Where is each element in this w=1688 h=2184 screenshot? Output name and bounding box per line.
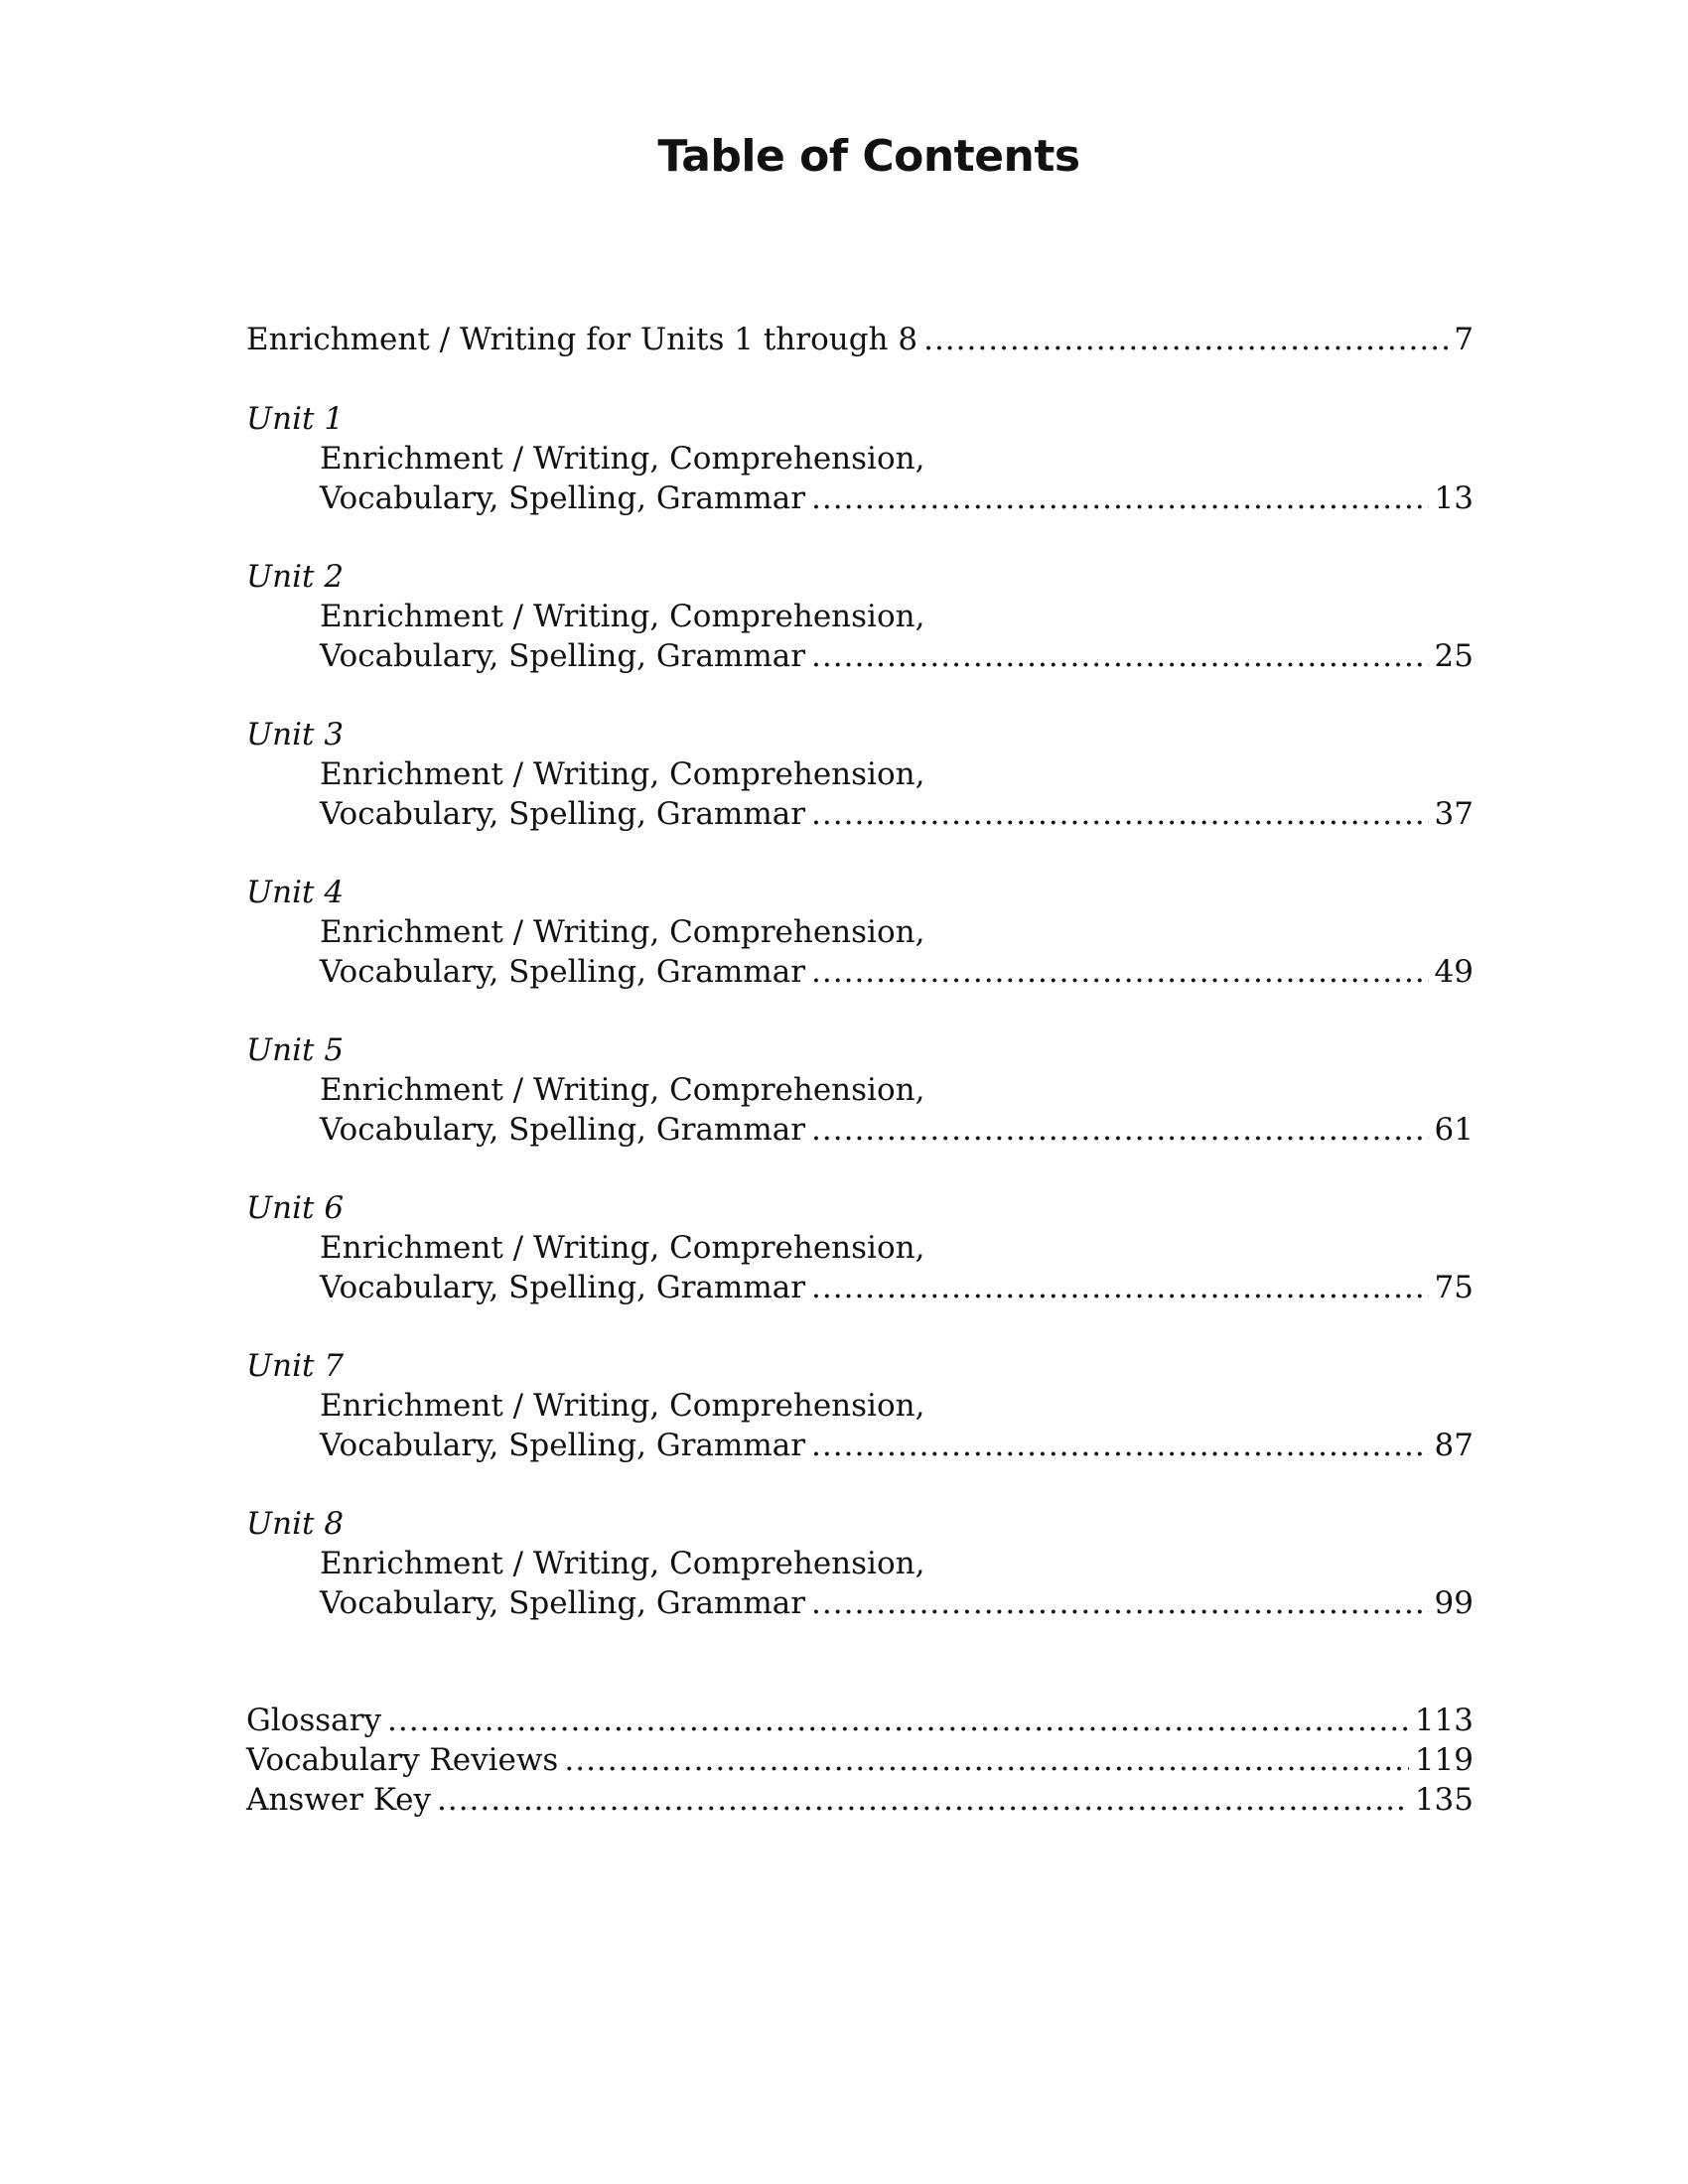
toc-unit-4 xyxy=(246,873,1474,992)
unit-topics-line2: Vocabulary, Spelling, Grammar xyxy=(320,1585,806,1621)
unit-topics-line2: Vocabulary, Spelling, Grammar xyxy=(320,796,806,832)
unit-topics-line2: Vocabulary, Spelling, Grammar xyxy=(320,480,806,516)
toc-entry xyxy=(246,636,1474,676)
unit-topics-line2: Vocabulary, Spelling, Grammar xyxy=(320,1270,806,1305)
dot-leader xyxy=(811,1426,1429,1465)
toc-unit-7 xyxy=(246,1346,1474,1465)
toc-entry-page: 119 xyxy=(1414,1742,1474,1778)
toc-unit-2 xyxy=(246,557,1474,676)
toc-entry xyxy=(246,1426,1474,1465)
toc-entry-page: 113 xyxy=(1414,1703,1474,1738)
unit-topics-line1: Enrichment / Writing, Comprehension, xyxy=(320,1072,925,1108)
dot-leader xyxy=(811,952,1429,992)
toc-entry-label: Vocabulary Reviews xyxy=(246,1742,559,1778)
unit-heading: Unit 2 xyxy=(246,559,345,595)
toc-entry xyxy=(246,952,1474,992)
toc-entry xyxy=(246,1268,1474,1307)
dot-leader xyxy=(437,1780,1409,1820)
unit-topics-line2: Vocabulary, Spelling, Grammar xyxy=(320,1428,806,1463)
table-of-contents xyxy=(246,320,1474,1820)
toc-entry xyxy=(246,478,1474,518)
unit-heading: Unit 7 xyxy=(246,1348,345,1384)
dot-leader xyxy=(564,1740,1408,1780)
dot-leader xyxy=(811,1583,1429,1623)
dot-leader xyxy=(811,794,1429,834)
unit-heading: Unit 8 xyxy=(246,1506,345,1542)
toc-entry xyxy=(246,794,1474,834)
unit-topics-line2: Vocabulary, Spelling, Grammar xyxy=(320,638,806,674)
toc-entry-page: 7 xyxy=(1454,322,1474,357)
dot-leader xyxy=(811,1110,1429,1150)
unit-topics-line1: Enrichment / Writing, Comprehension, xyxy=(320,756,925,792)
dot-leader xyxy=(923,320,1448,359)
unit-heading: Unit 5 xyxy=(246,1032,345,1068)
toc-entry xyxy=(246,1583,1474,1623)
unit-heading: Unit 3 xyxy=(246,717,345,752)
toc-entry-page: 13 xyxy=(1434,480,1474,516)
unit-topics-line2: Vocabulary, Spelling, Grammar xyxy=(320,1112,806,1148)
unit-heading: Unit 1 xyxy=(246,401,345,437)
dot-leader xyxy=(811,1268,1429,1307)
unit-heading: Unit 4 xyxy=(246,875,345,910)
toc-unit-5 xyxy=(246,1030,1474,1150)
toc-unit-6 xyxy=(246,1188,1474,1307)
unit-topics-line1: Enrichment / Writing, Comprehension, xyxy=(320,599,925,634)
unit-topics-line1: Enrichment / Writing, Comprehension, xyxy=(320,1388,925,1424)
unit-topics-line2: Vocabulary, Spelling, Grammar xyxy=(320,954,806,990)
unit-heading: Unit 6 xyxy=(246,1190,345,1226)
toc-entry xyxy=(246,1110,1474,1150)
dot-leader xyxy=(811,636,1429,676)
unit-topics-line1: Enrichment / Writing, Comprehension, xyxy=(320,1546,925,1581)
page-title: Table of Contents xyxy=(657,131,1080,182)
spacer xyxy=(246,1662,1474,1701)
toc-entry-label: Enrichment / Writing for Units 1 through 8 xyxy=(246,322,918,357)
toc-entry-page: 75 xyxy=(1434,1270,1474,1305)
toc-entry-page: 61 xyxy=(1434,1112,1474,1148)
toc-unit-3 xyxy=(246,715,1474,834)
unit-topics-line1: Enrichment / Writing, Comprehension, xyxy=(320,914,925,950)
toc-unit-1 xyxy=(246,399,1474,518)
toc-entry-label: Answer Key xyxy=(246,1782,431,1818)
toc-unit-8 xyxy=(246,1504,1474,1623)
dot-leader xyxy=(387,1701,1409,1740)
toc-entry-page: 49 xyxy=(1434,954,1474,990)
toc-entry-answer-key xyxy=(246,1780,1474,1820)
toc-entry-page: 25 xyxy=(1434,638,1474,674)
dot-leader xyxy=(811,478,1429,518)
toc-entry-page: 87 xyxy=(1434,1428,1474,1463)
toc-entry-page: 99 xyxy=(1434,1585,1474,1621)
toc-entry-page: 135 xyxy=(1414,1782,1474,1818)
unit-topics-line1: Enrichment / Writing, Comprehension, xyxy=(320,1230,925,1266)
toc-entry-intro xyxy=(246,320,1474,359)
unit-topics-line1: Enrichment / Writing, Comprehension, xyxy=(320,441,925,477)
spacer xyxy=(246,359,1474,399)
toc-entry-label: Glossary xyxy=(246,1703,381,1738)
toc-entry-page: 37 xyxy=(1434,796,1474,832)
toc-entry-vocabulary-reviews xyxy=(246,1740,1474,1780)
toc-entry-glossary xyxy=(246,1701,1474,1740)
